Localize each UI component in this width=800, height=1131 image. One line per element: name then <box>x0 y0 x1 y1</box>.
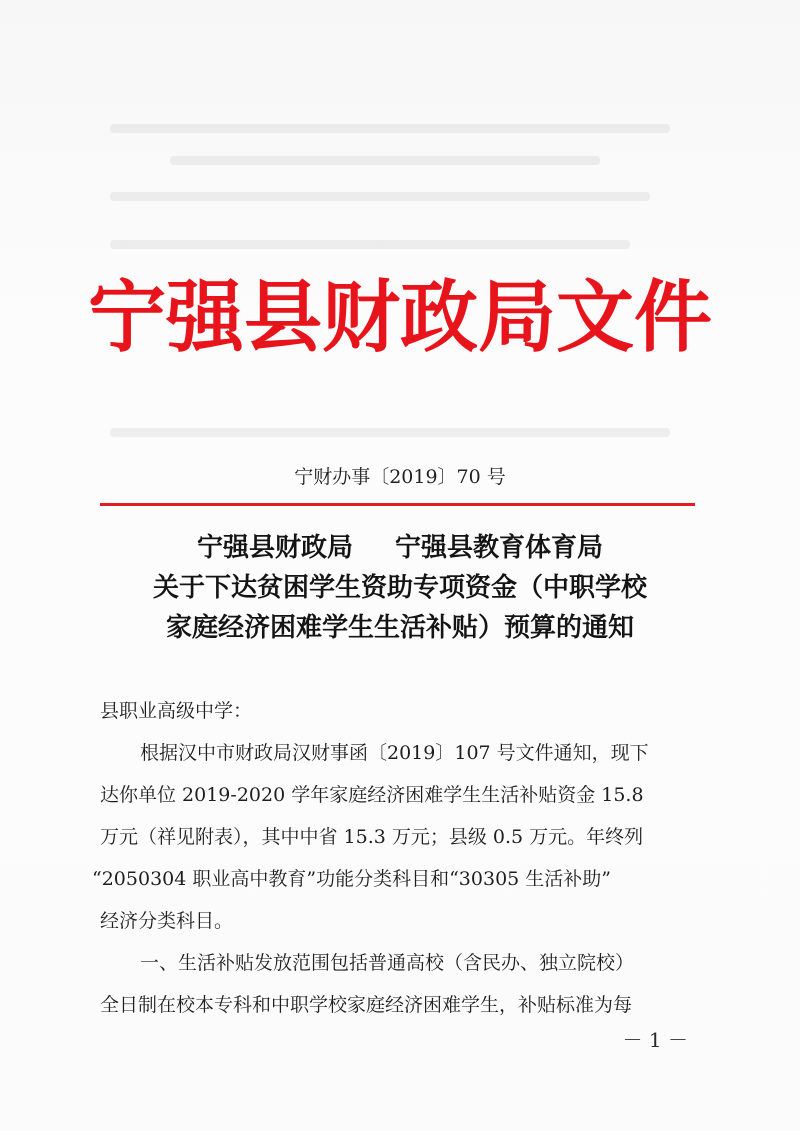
red-divider-line <box>100 503 695 506</box>
bleed-through-mark <box>110 192 650 201</box>
issuer-education-bureau: 宁强县教育体育局 <box>395 533 604 563</box>
body-line: 达你单位 2019-2020 学年家庭经济困难学生生活补贴资金 15.8 <box>100 784 644 806</box>
masthead-title: 宁强县财政局文件 <box>87 272 712 363</box>
notice-body <box>92 690 700 1026</box>
bleed-through-mark <box>170 156 600 165</box>
bleed-through-mark <box>110 124 670 133</box>
bleed-through-mark <box>110 240 630 249</box>
document-number: 宁财办事〔2019〕70 号 <box>294 466 506 488</box>
body-line: 根据汉中市财政局汉财事函〔2019〕107 号文件通知，现下 <box>140 742 649 764</box>
body-line: 经济分类科目。 <box>100 910 234 932</box>
bleed-through-mark <box>110 428 670 437</box>
body-line: 一、生活补贴发放范围包括普通高校（含民办、独立院校） <box>140 952 635 974</box>
title-line-2: 关于下达贫困学生资助专项资金（中职学校 <box>152 573 647 603</box>
title-line-1 <box>0 528 800 568</box>
title-line-3: 家庭经济困难学生生活补贴）预算的通知 <box>165 613 634 643</box>
salutation: 县职业高级中学： <box>100 700 253 722</box>
body-line: 全日制在校本专科和中职学校家庭经济困难学生，补贴标准为每 <box>100 994 633 1016</box>
body-line: 万元（祥见附表），其中中省 15.3 万元；县级 0.5 万元。年终列 <box>100 826 644 848</box>
notice-title <box>0 528 800 648</box>
page-number: － 1 － <box>622 1028 688 1052</box>
issuer-finance-bureau: 宁强县财政局 <box>196 533 353 563</box>
body-line: “2050304 职业高中教育”功能分类科目和“30305 生活补助” <box>92 868 611 890</box>
